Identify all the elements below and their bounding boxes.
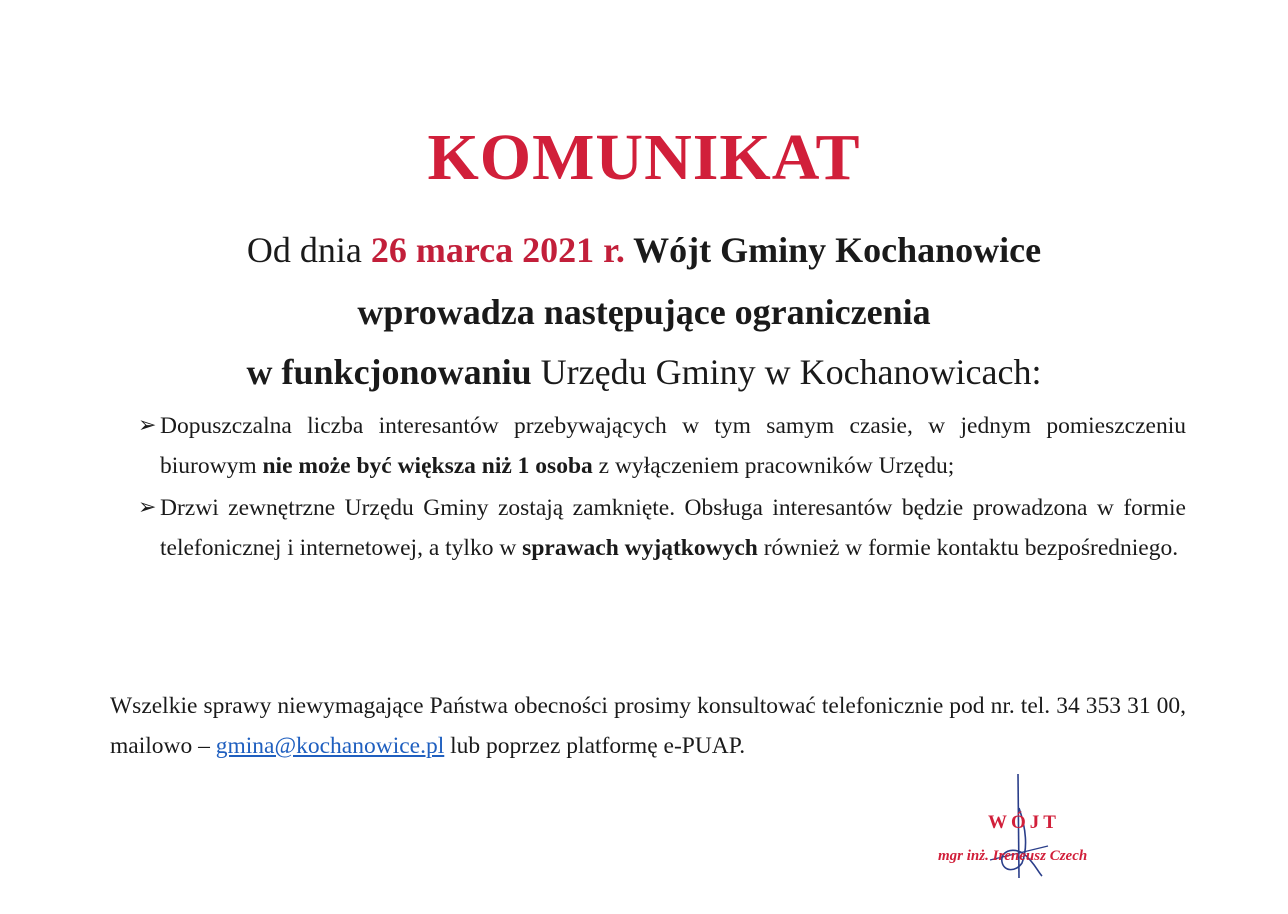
contact-text-before: Wszelkie sprawy niewymagające Państwa obecności prosimy konsultować telefonicznie pod nr. tel. 34 353 31 00, mailowo –	[110, 693, 1186, 759]
bullet-2-text-before: Drzwi zewnętrzne Urzędu Gminy zostają zamknięte. Obsługa interesantów będzie prowadzona w formie telefonicznej i internetowej, a tylko w	[160, 495, 1186, 561]
list-item	[140, 406, 1186, 486]
headline-line-3	[0, 350, 1288, 394]
headline-line-1	[0, 228, 1288, 272]
bullet-1-text-before: Dopuszczalna liczba interesantów przebywających w tym samym czasie, w jednym pomieszczeniu biurowym	[160, 413, 1186, 479]
bullet-1-text-after: z wyłączeniem pracowników Urzędu;	[592, 453, 955, 479]
list-item	[140, 488, 1186, 568]
signature-name: mgr inż. Ireneusz Czech	[938, 848, 1088, 864]
headline-line-2: wprowadza następujące ograniczenia	[357, 292, 931, 332]
signature-title: WÓJT	[988, 812, 1060, 833]
headline-date: 26 marca 2021 r.	[370, 230, 625, 270]
arrowhead-bullet-icon: ➢	[138, 413, 157, 438]
contact-text-after: lub poprzez platformę e-PUAP.	[444, 733, 746, 759]
bullet-2-text-bold: sprawach wyjątkowych	[522, 535, 758, 561]
headline-line-3-rest: Urzędu Gminy w Kochanowicach:	[531, 352, 1042, 392]
contact-paragraph	[110, 686, 1186, 766]
restrictions-list	[140, 406, 1186, 568]
bullet-2-text-after: również w formie kontaktu bezpośredniego.	[757, 535, 1179, 561]
bullet-1-text-bold: nie może być większa niż 1 osoba	[262, 453, 593, 479]
email-link[interactable]: gmina@kochanowice.pl	[215, 733, 445, 759]
headline-prefix: Od dnia	[246, 230, 371, 270]
headline-line-3-bold: w funkcjonowaniu	[246, 352, 532, 392]
document-title: KOMUNIKAT	[427, 121, 861, 194]
arrowhead-bullet-icon: ➢	[138, 495, 157, 520]
headline-authority: Wójt Gminy Kochanowice	[624, 230, 1042, 270]
signature-stamp	[930, 768, 1130, 888]
